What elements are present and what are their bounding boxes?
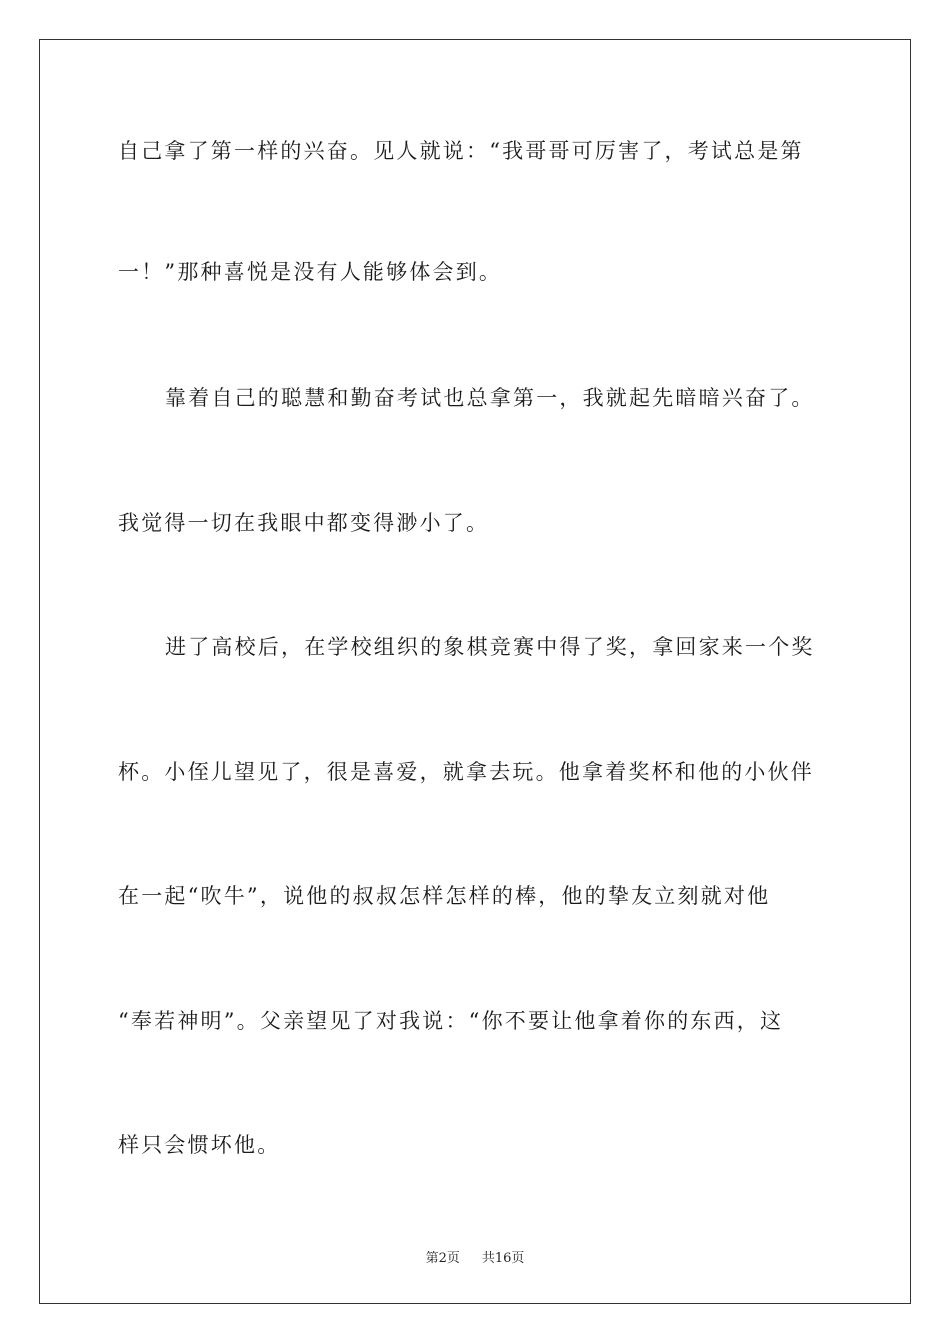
page-number: 第2页 xyxy=(425,1251,460,1266)
text-line-1: 自己拿了第一样的兴奋。见人就说：“我哥哥可厉害了，考试总是第 xyxy=(118,139,804,163)
text-line-9: 样只会惯坏他。 xyxy=(118,1133,281,1157)
page-border xyxy=(39,39,911,1304)
page-footer xyxy=(0,1247,950,1266)
text-line-4: 我觉得一切在我眼中都变得渺小了。 xyxy=(118,511,490,535)
text-line-8: “奉若神明”。父亲望见了对我说：“你不要让他拿着你的东西，这 xyxy=(118,1009,784,1033)
page-total: 共16页 xyxy=(481,1251,525,1266)
text-line-7: 在一起“吹牛”，说他的叔叔怎样怎样的棒，他的挚友立刻就对他 xyxy=(118,884,771,908)
text-line-2: 一！”那种喜悦是没有人能够体会到。 xyxy=(118,260,503,284)
text-line-6: 杯。小侄儿望见了，很是喜爱，就拿去玩。他拿着奖杯和他的小伙伴 xyxy=(118,760,814,784)
text-line-5: 进了高校后，在学校组织的象棋竞赛中得了奖，拿回家来一个奖 xyxy=(165,635,815,659)
text-line-3: 靠着自己的聪慧和勤奋考试也总拿第一，我就起先暗暗兴奋了。 xyxy=(165,386,815,410)
